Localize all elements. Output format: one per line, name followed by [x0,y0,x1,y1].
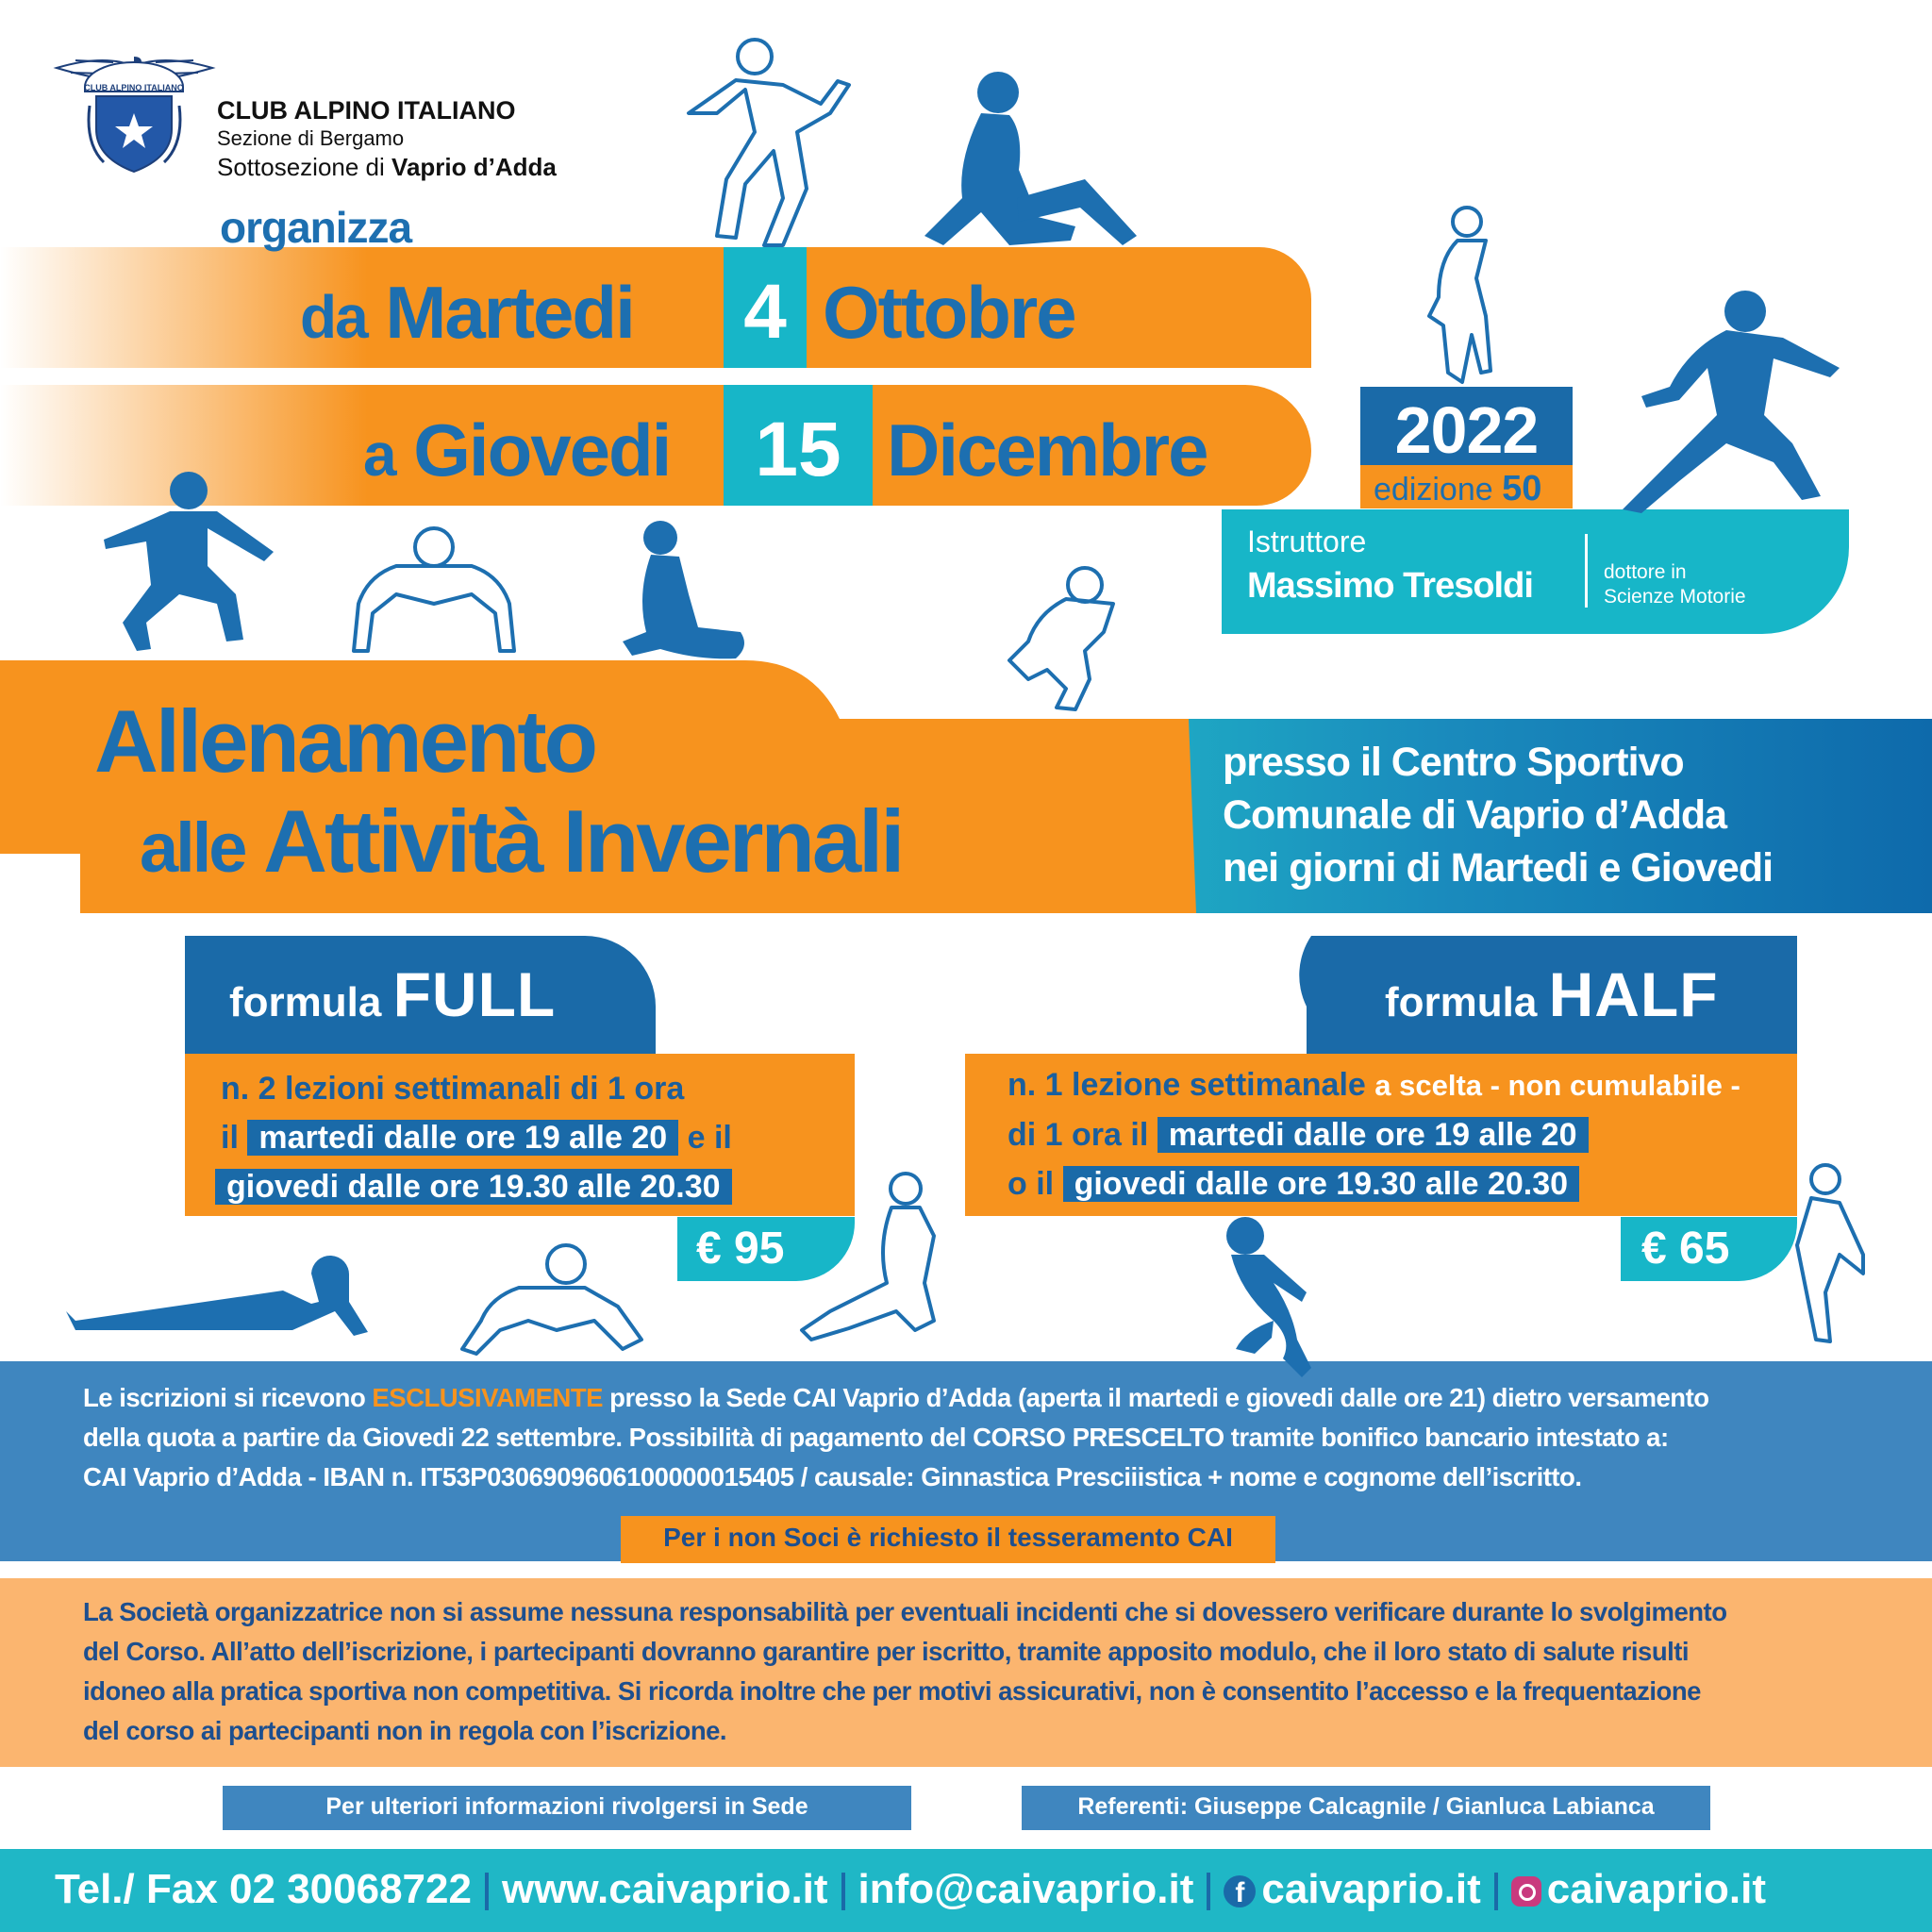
footer-email[interactable]: info@caivaprio.it [858,1866,1194,1912]
footer-phone: Tel./ Fax 02 30068722 [55,1866,472,1912]
org-section: Sezione di Bergamo [217,126,405,150]
info-right [1022,1793,1710,1821]
instructor-title-line1: dottore in [1604,561,1687,583]
edition-word: edizione [1374,472,1493,508]
info-right-names: Giuseppe Calcagnile / Gianluca Labianca [1193,1793,1655,1820]
half-label: formula [1385,979,1538,1025]
date-end-month: Dicembre [887,408,1208,491]
instructor-title-line2: Scienze Motorie [1604,586,1746,608]
date-start-prefix: da [300,283,367,351]
title-line2 [140,791,902,892]
athlete-outline-icon [354,528,514,651]
svg-text:CLUB ALPINO ITALIANO: CLUB ALPINO ITALIANO [84,83,184,92]
edition-year: 2022 [1394,393,1539,467]
date-start [300,270,634,356]
half-line3 [1008,1159,1740,1208]
half-line2-prefix: di 1 ora il [1008,1117,1149,1153]
instructor-label: Istruttore [1247,525,1367,558]
info-right-label: Referenti: [1077,1793,1189,1820]
half-name: HALF [1548,959,1719,1029]
full-title [229,958,556,1030]
half-line1-extra: a scelta - non cumulabile - [1374,1069,1740,1102]
org-name: CLUB ALPINO ITALIANO [217,96,516,125]
full-details [221,1064,732,1211]
half-line2 [1008,1110,1740,1159]
footer-separator [485,1873,489,1910]
date-end [363,408,670,493]
info-left: Per ulteriori informazioni rivolgersi in Sede [325,1793,808,1820]
full-label: formula [229,979,382,1025]
title-line2-main: Attività Invernali [263,791,903,891]
edition-label [1374,469,1541,509]
athlete-outline-icon [689,40,849,245]
half-price: € 65 [1641,1224,1730,1274]
full-line2 [221,1113,732,1162]
subsection-prefix: Sottosezione di [217,153,385,181]
athlete-silhouette-icon [66,1256,368,1336]
facebook-icon[interactable]: f [1224,1875,1256,1907]
date-end-day: 15 [755,407,841,492]
title-line1: Allenamento [94,691,596,791]
athlete-outline-icon [802,1174,934,1340]
half-line3-prefix: o il [1008,1166,1055,1202]
footer-separator [1207,1873,1210,1910]
registration-p1b: presso la Sede CAI Vaprio d’Adda (aperta il martedi e giovedi dalle ore 21) dietro versamento [609,1383,1709,1412]
disclaimer-line4: del corso ai partecipanti non in regola con l’iscrizione. [83,1716,727,1745]
full-price: € 95 [696,1224,785,1274]
full-line3 [215,1162,732,1211]
footer-contacts [55,1866,1766,1913]
date-end-dayname: Giovedi [413,408,671,491]
athlete-silhouette-icon [1623,291,1840,513]
footer-separator [841,1873,845,1910]
full-line2-suffix: e il [687,1120,732,1156]
registration-line2: della quota a partire da Giovedi 22 settembre. Possibilità di pagamento del CORSO PRESCELTO tramite bonifico bancario intestato a: [83,1423,1669,1452]
half-line1-main: n. 1 lezione settimanale [1008,1067,1366,1103]
full-line2-prefix: il [221,1120,239,1156]
date-end-prefix: a [363,421,395,489]
instructor-title [1604,560,1746,609]
athlete-outline-icon [462,1245,641,1354]
footer-web[interactable]: www.caivaprio.it [501,1866,828,1912]
instructor-name: Massimo Tresoldi [1247,566,1533,606]
footer-instagram[interactable]: caivaprio.it [1546,1866,1767,1912]
registration-emphasis: ESCLUSIVAMENTE [372,1383,604,1412]
disclaimer-line3: idoneo alla pratica sportiva non competitiva. Si ricorda inoltre che per motivi assicurativi, non è consentito l’accesso e la frequentazione [83,1676,1701,1706]
title-line2-prefix: alle [140,808,245,887]
athlete-silhouette-icon [104,472,274,651]
athlete-silhouette-icon [924,72,1137,245]
registration-line1 [83,1378,1709,1418]
organizza-label: organizza [220,203,412,252]
registration-p1a: Le iscrizioni si ricevono [83,1383,366,1412]
disclaimer-text [83,1592,1727,1751]
full-tuesday: martedi dalle ore 19 alle 20 [247,1120,678,1156]
registration-note: Per i non Soci è richiesto il tesseramento CAI [663,1523,1233,1552]
location-line2: Comunale di Vaprio d’Adda [1223,792,1727,838]
cai-logo-icon [47,49,222,176]
half-tuesday: martedi dalle ore 19 alle 20 [1158,1117,1589,1153]
half-thursday: giovedi dalle ore 19.30 alle 20.30 [1063,1166,1580,1202]
athlete-outline-icon [1429,208,1491,382]
date-start-day: 4 [743,269,787,355]
location-line1: presso il Centro Sportivo [1223,740,1684,785]
half-line1 [1008,1060,1740,1110]
athlete-outline-icon [1797,1165,1863,1341]
athlete-silhouette-icon [1226,1217,1311,1377]
full-name: FULL [392,959,557,1029]
registration-line3: CAI Vaprio d’Adda - IBAN n. IT53P0306909606100000015405 / causale: Ginnastica Presciiistica + nome e cognome dell’iscritto. [83,1462,1582,1491]
athlete-silhouette-icon [623,521,744,658]
footer-separator [1494,1873,1498,1910]
full-line1: n. 2 lezioni settimanali di 1 ora [221,1071,685,1107]
footer-facebook[interactable]: caivaprio.it [1261,1866,1481,1912]
full-thursday: giovedi dalle ore 19.30 alle 20.30 [215,1169,732,1205]
edition-number: 50 [1502,469,1542,508]
athlete-outline-icon [1009,568,1113,709]
registration-text [83,1378,1709,1497]
disclaimer-line2: del Corso. All’atto dell’iscrizione, i partecipanti dovranno garantire per iscritto, tramite apposito modulo, che il loro stato di salute risulti [83,1637,1690,1666]
instructor-divider [1585,534,1588,608]
instagram-icon[interactable] [1511,1876,1541,1907]
location-text [1223,736,1773,894]
subsection-name: Vaprio d’Adda [391,153,557,181]
location-line3: nei giorni di Martedi e Giovedi [1223,845,1774,891]
date-start-dayname: Martedi [385,271,634,354]
half-title [1385,958,1719,1030]
half-details [1008,1060,1740,1208]
disclaimer-line1: La Società organizzatrice non si assume nessuna responsabilità per eventuali incidenti che si dovessero verificare durante lo svolgimento [83,1597,1727,1626]
org-subsection [217,153,557,182]
date-start-month: Ottobre [823,271,1075,354]
